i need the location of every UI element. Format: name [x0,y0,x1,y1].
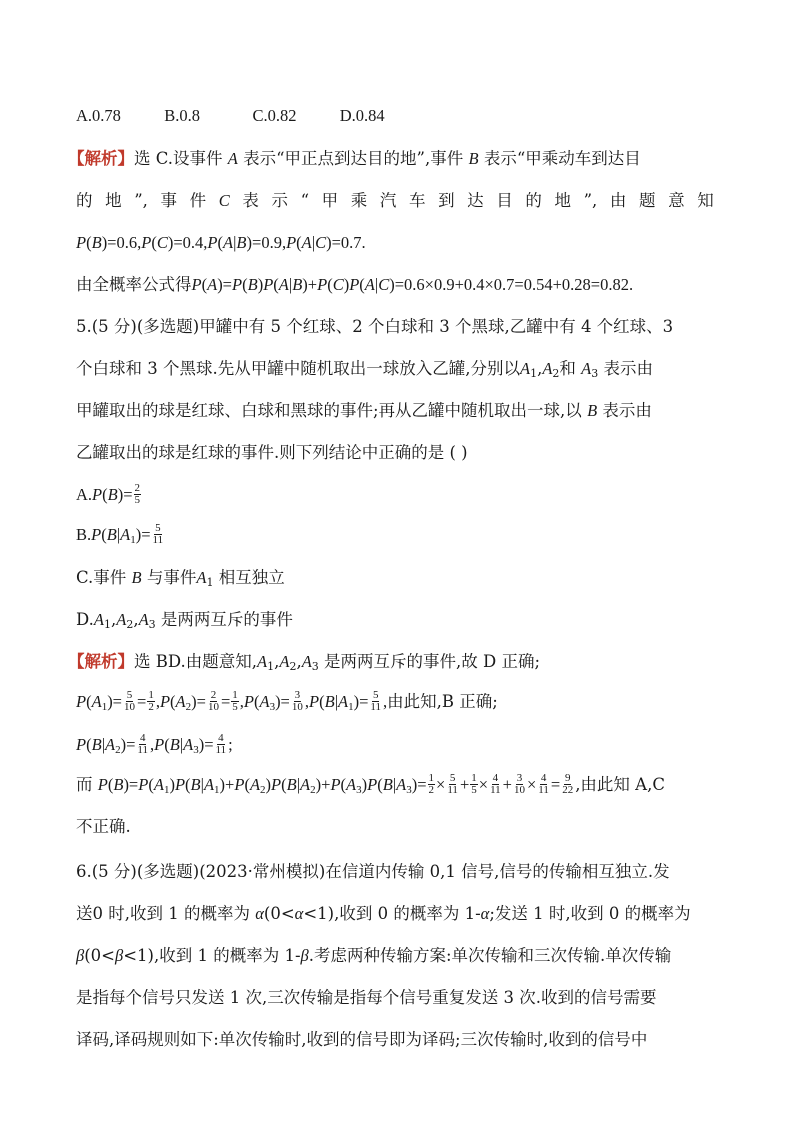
q4-option-d: D.0.84 [339,106,385,125]
q6-line-5: 译码,译码规则如下:单次传输时,收到的信号即为译码;三次传输时,收到的信号中 [76,1030,648,1049]
q5-solution-line-2: $P(A_1)=$ $\frac{5}{10}$ = $\frac{1}{2}$ $,P(A_2)=$ $\frac{2}{10}$ = $\frac{1}{5}$ $,P(A_3)=$ $\frac{3}{10}$ $,P(B|A_1)=$ $\frac{5}{11}$ ,由此知,B 正确; [76,688,498,713]
analysis-tag-2: 【解析】 [68,652,134,671]
q5-line-2: 个白球和 3 个黑球.先从甲罐中随机取出一球放入乙罐,分别以$A_1,A_2$和 $A_3$ 表示由 [76,359,654,380]
q4-solution-line-4: 由全概率公式得P(A)=P(B)P(A|B)+P(C)P(A|C)=0.6×0.9+0.4×0.7=0.54+0.28=0.82. [76,275,634,294]
q4-option-c: C.0.82 [252,106,297,125]
q6-line-1: 6.(5 分)(多选题)(2023·常州模拟)在信道内传输 0,1 信号,信号的传输相互独立.发 [76,862,670,881]
solution-text: 选 C.设事件 A 表示“甲正点到达目的地”,事件 B 表示“甲乘动车到达目 [134,149,641,168]
analysis-tag: 【解析】 [68,149,134,168]
q4-solution-line-2: 的 地 ”, 事 件 C 表 示 “ 甲 乘 汽 车 到 达 目 的 地 ”, 由 题 意 知 [76,191,714,210]
q5-option-a: A.P(B)= $\frac{2}{5}$ [76,481,141,506]
q6-line-2: 送0 时,收到 1 的概率为 α(0<α<1),收到 0 的概率为 1-α;发送 1 时,收到 0 的概率为 [76,904,691,923]
q4-options [76,104,385,128]
q5-option-b: $B.P(B|A_1)=$ $\frac{5}{11}$ [76,521,164,546]
q5-line-4: 乙罐取出的球是红球的事件.则下列结论中正确的是 ( ) [76,443,468,462]
q4-option-b: B.0.8 [164,106,201,125]
q5-line-1: 5.(5 分)(多选题)甲罐中有 5 个红球、2 个白球和 3 个黑球,乙罐中有 4 个红球、3 [76,317,674,336]
q5-line-3: 甲罐取出的球是红球、白球和黑球的事件;再从乙罐中随机取出一球,以 B 表示由 [76,401,652,420]
q4-option-a: A.0.78 [76,106,121,125]
q5-solution-line-3: $P(B|A_2)=$ $\frac{4}{11}$ $,P(B|A_3)=$ $\frac{4}{11}$ ; [76,731,233,756]
q6-line-4: 是指每个信号只发送 1 次,三次传输是指每个信号重复发送 3 次.收到的信号需要 [76,988,657,1007]
q5-solution-line-1: 【解析】选 BD.由题意知$,A_1,A_2,A_3$ 是两两互斥的事件,故 D 正确; [68,652,541,673]
q6-line-3: β(0<β<1),收到 1 的概率为 1-β.考虑两种传输方案:单次传输和三次传输.单次传输 [76,946,672,965]
q5-option-c: C.事件 B 与事件$A_1$ 相互独立 [76,568,285,589]
q4-solution-line-1 [68,147,641,171]
q5-option-d: $D.A_1,A_2,A_3$ 是两两互斥的事件 [76,610,293,631]
q5-solution-line-4: 而 $P(B)=P(A_1)P(B|A_1)+P(A_2)P(B|A_2)+P(A_3)P(B|A_3)=$ $\frac{1}{2}$ × $\frac{5}{11}$ + $\frac{1}{5}$ × $\frac{4}{11}$ + $\frac{3}{10}$ × $\frac{4}{11}$ = $\frac{9}{22}$ ,由此知 A,C [76,771,665,796]
q5-solution-line-5: 不正确. [76,817,131,836]
q4-solution-line-3: P(B)=0.6,P(C)=0.4,P(A|B)=0.9,P(A|C)=0.7. [76,233,366,252]
